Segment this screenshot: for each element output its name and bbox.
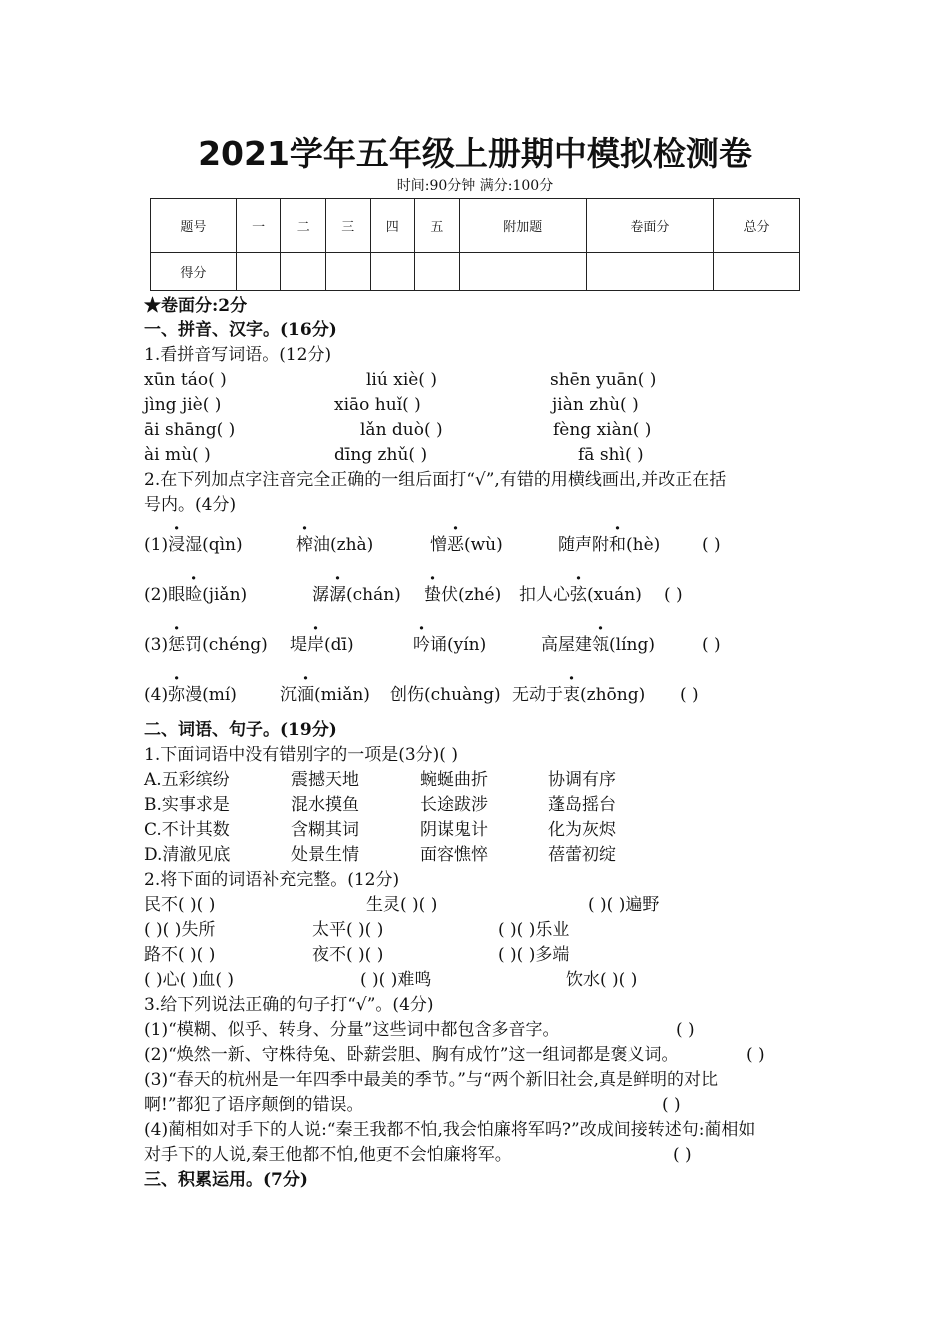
dotted-char: 恶 [447, 535, 464, 555]
score-header: 附加题 [459, 199, 586, 253]
pinyin-item[interactable]: ài mù( ) [144, 445, 211, 465]
dotted-char: 弥 [168, 685, 186, 705]
dotted-char: 潺 [329, 585, 346, 605]
option-word: 蓬岛摇台 [548, 795, 616, 815]
phonetic-group: (2)眼睑(jiǎn) [144, 583, 247, 608]
idiom-fill[interactable]: 路不( )( ) [144, 945, 216, 965]
question-2-1[interactable]: 1.下面词语中没有错别字的一项是(3分)( ) [144, 745, 458, 765]
dotted-char: 衷 [563, 685, 580, 705]
dotted-char: 睑 [185, 585, 203, 605]
score-header: 四 [370, 199, 415, 253]
answer-bracket[interactable]: ( ) [664, 585, 683, 605]
pinyin-item[interactable]: jìng jiè( ) [144, 395, 222, 415]
phonetic-group: 堤岸(dī) [290, 633, 354, 658]
score-cell[interactable] [415, 253, 460, 291]
answer-bracket[interactable]: ( ) [702, 635, 721, 655]
phonetic-group: (4)弥漫(mí) [144, 683, 237, 708]
phonetic-group: 吟诵(yín) [413, 633, 486, 658]
judge-statement: (1)“模糊、似乎、转身、分量”这些词中都包含多音字。 [144, 1020, 560, 1040]
phonetic-group: 高屋建瓴(líng) [541, 633, 655, 658]
idiom-fill[interactable]: ( )( )多端 [498, 945, 570, 965]
pinyin-item[interactable]: shēn yuān( ) [550, 370, 657, 390]
option-word: 处景生情 [291, 845, 359, 865]
pinyin-item[interactable]: dīng zhǔ( ) [334, 445, 428, 465]
pinyin-item[interactable]: xiāo huǐ( ) [334, 395, 421, 415]
phonetic-group: 扣人心弦(xuán) [519, 583, 642, 608]
judge-statement: 啊!”都犯了语序颠倒的错误。 [144, 1095, 364, 1115]
score-cell[interactable] [281, 253, 326, 291]
dotted-char: 岸 [307, 635, 324, 655]
option-word: 含糊其词 [291, 820, 359, 840]
idiom-fill[interactable]: 太平( )( ) [312, 920, 384, 940]
score-cell[interactable] [459, 253, 586, 291]
score-row-label: 得分 [151, 253, 237, 291]
question-1-2: 2.在下列加点字注音完全正确的一组后面打“√”,有错的用横线画出,并改正在括 [144, 470, 727, 490]
pinyin-item[interactable]: liú xiè( ) [366, 370, 437, 390]
question-1-2-cont: 号内。(4分) [144, 495, 237, 515]
dotted-char: 弦 [570, 585, 587, 605]
answer-bracket[interactable]: ( ) [746, 1045, 765, 1065]
section-2-heading: 二、词语、句子。(19分) [144, 720, 337, 740]
phonetic-group: 无动于衷(zhōng) [512, 683, 645, 708]
option-word: B.实事求是 [144, 795, 230, 815]
pinyin-item[interactable]: jiàn zhù( ) [552, 395, 639, 415]
phonetic-group: 榨油(zhà) [296, 533, 373, 558]
score-cell[interactable] [325, 253, 370, 291]
option-word: 面容憔悴 [420, 845, 488, 865]
judge-statement: (2)“焕然一新、守株待兔、卧薪尝胆、胸有成竹”这一组词都是褒义词。 [144, 1045, 679, 1065]
dotted-char: 吟 [413, 635, 430, 655]
pinyin-item[interactable]: lǎn duò( ) [360, 420, 443, 440]
option-word: 蓓蕾初绽 [548, 845, 616, 865]
section-1-heading: 一、拼音、汉字。(16分) [144, 320, 337, 340]
dotted-char: 蛰 [424, 585, 441, 605]
answer-bracket[interactable]: ( ) [662, 1095, 681, 1115]
phonetic-group: 潺潺(chán) [312, 583, 401, 608]
pinyin-item[interactable]: āi shāng( ) [144, 420, 236, 440]
option-word: D.清澈见底 [144, 845, 231, 865]
exam-time-info: 时间:90分钟 满分:100分 [396, 178, 554, 194]
idiom-fill[interactable]: ( )( )乐业 [498, 920, 570, 940]
page-title: 2021学年五年级上册期中模拟检测卷 [198, 134, 752, 173]
score-cell[interactable] [370, 253, 415, 291]
idiom-fill[interactable]: 生灵( )( ) [366, 895, 438, 915]
pinyin-item[interactable]: fā shì( ) [578, 445, 644, 465]
idiom-fill[interactable]: ( )( )遍野 [588, 895, 660, 915]
answer-bracket[interactable]: ( ) [680, 685, 699, 705]
pinyin-item[interactable]: fèng xiàn( ) [553, 420, 652, 440]
score-header: 卷面分 [586, 199, 713, 253]
answer-bracket[interactable]: ( ) [673, 1145, 692, 1165]
judge-statement: (3)“春天的杭州是一年四季中最美的季节。”与“两个新旧社会,真是鲜明的对比 [144, 1070, 719, 1090]
score-cell[interactable] [714, 253, 800, 291]
option-word: 阴谋鬼计 [420, 820, 488, 840]
phonetic-group: 蛰伏(zhé) [424, 583, 501, 608]
dotted-char: 湎 [297, 685, 314, 705]
answer-bracket[interactable]: ( ) [702, 535, 721, 555]
dotted-char: 瓴 [592, 635, 609, 655]
score-header: 总分 [714, 199, 800, 253]
score-cell[interactable] [236, 253, 281, 291]
question-2-3: 3.给下列说法正确的句子打“√”。(4分) [144, 995, 434, 1015]
option-word: 化为灰烬 [548, 820, 616, 840]
idiom-fill[interactable]: ( )( )难鸣 [360, 970, 432, 990]
answer-bracket[interactable]: ( ) [676, 1020, 695, 1040]
judge-statement: (4)蔺相如对手下的人说:“秦王我都不怕,我会怕廉将军吗?”改成间接转述句:蔺相如 [144, 1120, 756, 1140]
dotted-char: 榨 [296, 535, 313, 555]
score-header: 二 [281, 199, 326, 253]
dotted-char: 浸 [168, 535, 186, 555]
neat-score-note: ★卷面分:2分 [144, 296, 248, 316]
pinyin-item[interactable]: xūn táo( ) [144, 370, 227, 390]
idiom-fill[interactable]: ( )( )失所 [144, 920, 216, 940]
option-word: 协调有序 [548, 770, 616, 790]
dotted-char: 和 [609, 535, 626, 555]
option-word: A.五彩缤纷 [144, 770, 230, 790]
score-cell[interactable] [586, 253, 713, 291]
score-header: 五 [415, 199, 460, 253]
judge-statement: 对手下的人说,秦王他都不怕,他更不会怕廉将军。 [144, 1145, 512, 1165]
phonetic-group: (3)惩罚(chéng) [144, 633, 268, 658]
question-1-1: 1.看拼音写词语。(12分) [144, 345, 332, 365]
score-header: 三 [325, 199, 370, 253]
phonetic-group: 沉湎(miǎn) [280, 683, 370, 708]
idiom-fill[interactable]: ( )心( )血( ) [144, 970, 235, 990]
phonetic-group: (1)浸湿(qìn) [144, 533, 243, 558]
idiom-fill[interactable]: 饮水( )( ) [566, 970, 638, 990]
section-3-heading: 三、积累运用。(7分) [144, 1170, 308, 1190]
idiom-fill[interactable]: 民不( )( ) [144, 895, 216, 915]
dotted-char: 惩 [168, 635, 186, 655]
score-header: 一 [236, 199, 281, 253]
score-table [150, 198, 800, 291]
option-word: 震撼天地 [291, 770, 359, 790]
option-word: 混水摸鱼 [291, 795, 359, 815]
idiom-fill[interactable]: 夜不( )( ) [312, 945, 384, 965]
option-word: 长途跋涉 [420, 795, 488, 815]
phonetic-group: 憎恶(wù) [430, 533, 503, 558]
score-header: 题号 [151, 199, 237, 253]
question-2-2: 2.将下面的词语补充完整。(12分) [144, 870, 400, 890]
option-word: 蜿蜒曲折 [420, 770, 488, 790]
phonetic-group: 创伤(chuàng) [390, 685, 501, 705]
option-word: C.不计其数 [144, 820, 230, 840]
phonetic-group: 随声附和(hè) [558, 533, 660, 558]
